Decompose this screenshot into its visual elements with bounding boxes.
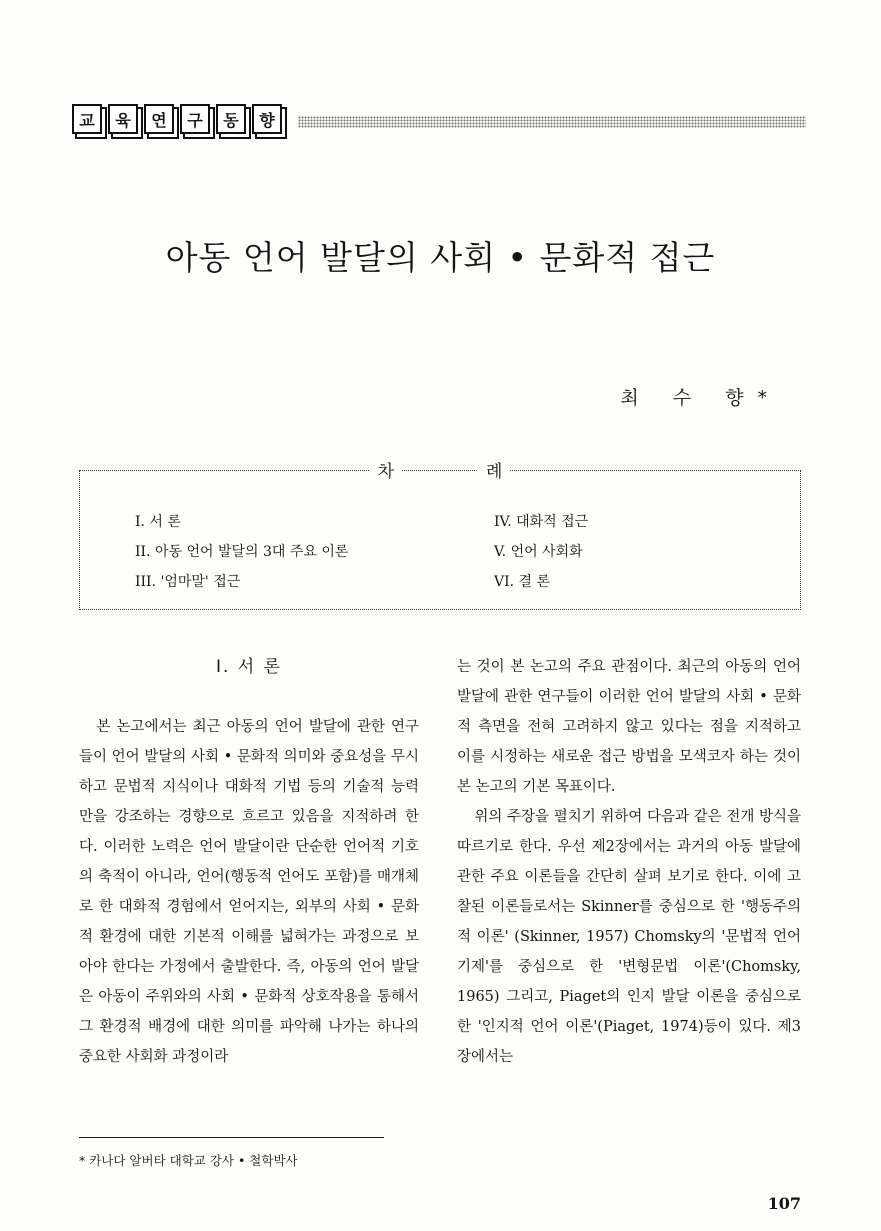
toc-item: VI. 결 론 xyxy=(494,574,551,590)
page-number: 107 xyxy=(767,1194,801,1213)
series-char: 교 xyxy=(72,104,102,134)
article-title: 아동 언어 발달의 사회 • 문화적 접근 xyxy=(165,238,716,277)
right-column xyxy=(457,652,801,1072)
series-char: 구 xyxy=(180,104,210,134)
toc-right-list xyxy=(494,507,588,597)
series-char: 동 xyxy=(216,104,246,134)
toc-left-list xyxy=(135,507,348,597)
series-char: 향 xyxy=(252,104,282,134)
series-label xyxy=(72,104,288,134)
toc-item: III. '엄마말' 접근 xyxy=(135,574,241,590)
footnote-rule xyxy=(79,1137,384,1138)
body-paragraph: 는 것이 본 논고의 주요 관점이다. 최근의 아동의 언어 발달에 관한 연구들이 이러한 언어 발달의 사회 • 문화적 측면을 전혀 고려하지 않고 있다는 점을 지적하고 이를 시정하는 새로운 접근 방법을 모색코자 하는 것이 본 논고의 기본 목표이다. xyxy=(457,659,801,795)
footnote: * 카나다 알버타 대학교 강사 • 철학박사 xyxy=(79,1153,298,1168)
toc-heading-left: 차 xyxy=(370,457,402,482)
dotted-band xyxy=(298,116,806,128)
section-heading: I. 서 론 xyxy=(215,657,283,677)
body-paragraph: 본 논고에서는 최근 아동의 언어 발달에 관한 연구들이 언어 발달의 사회 • 문화적 의미와 중요성을 무시하고 문법적 지식이나 대화적 기법 등의 기술적 능력만을 강조하는 경향으로 흐르고 있음을 지적하려 한다. 이러한 노력은 언어 발달이란 단순한 언어적 기호의 축적이 아니라, 언어(행동적 언어도 포함)를 매개체로 한 대화적 경험에서 얻어지는, 외부의 사회 • 문화적 환경에 대한 기본적 이해를 넓혀가는 과정으로 보아야 한다는 가정에서 출발한다. 즉, 아동의 언어 발달은 아동이 주위와의 사회 • 문화적 상호작용을 통해서 그 환경적 배경에 대한 의미를 파악해 나가는 하나의 중요한 사회화 과정이라 xyxy=(79,719,419,1065)
body-paragraph: 위의 주장을 펼치기 위하여 다음과 같은 전개 방식을 따르기로 한다. 우선 제2장에서는 과거의 아동 발달에 관한 주요 이론들을 간단히 살펴 보기로 한다. 이에 고찰된 이론들로서는 Skinner를 중심으로 한 '행동주의적 이론' (Skinner, 1957) Chomsky의 '문법적 언어 기제'를 중심으로 한 '변형문법 이론'(Chomsky, 1965) 그리고, Piaget의 인지 발달 이론을 중심으로 한 '인지적 언어 이론'(Piaget, 1974)등이 있다. 제3장에서는 xyxy=(457,809,801,1065)
series-char: 연 xyxy=(144,104,174,134)
left-column xyxy=(79,652,419,1072)
toc-item: V. 언어 사회화 xyxy=(494,544,583,560)
author: 최 수 향* xyxy=(620,387,781,409)
toc-item: I. 서 론 xyxy=(135,514,181,530)
toc-item: IV. 대화적 접근 xyxy=(494,514,589,530)
table-of-contents xyxy=(79,462,801,610)
toc-heading-right: 례 xyxy=(478,457,510,482)
series-char: 육 xyxy=(108,104,138,134)
toc-heading xyxy=(80,457,800,482)
toc-item: II. 아동 언어 발달의 3대 주요 이론 xyxy=(135,544,349,560)
